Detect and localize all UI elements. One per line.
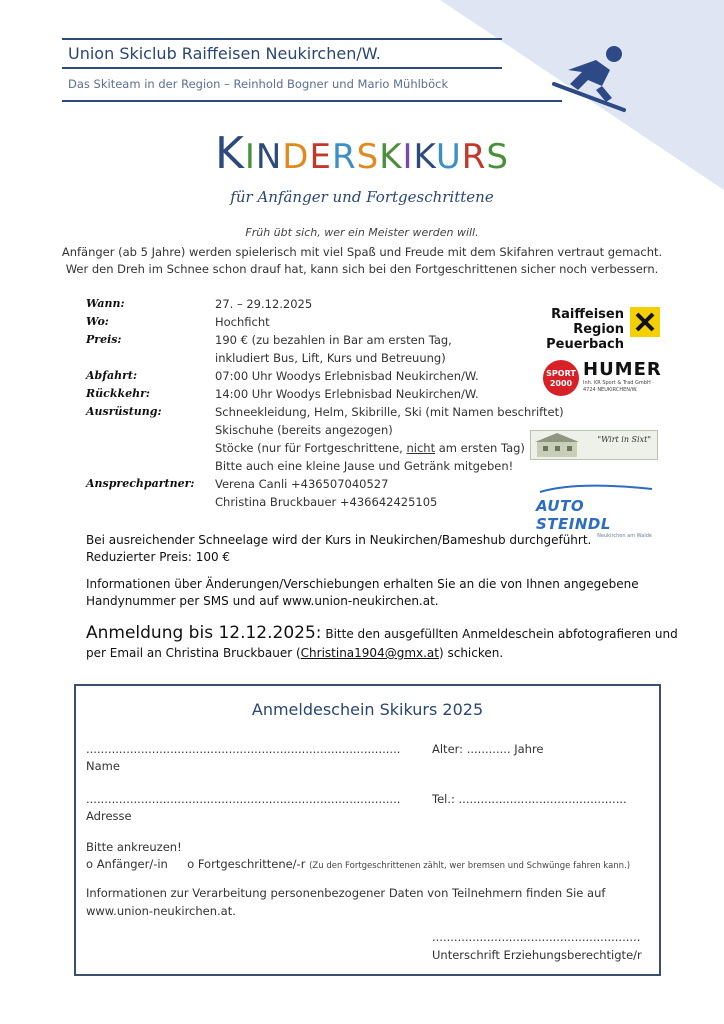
title-letter: U [435, 137, 462, 177]
registration-line-1 [86, 624, 686, 644]
change-info-line-2: Handynummer per SMS und auf www.union-neukirchen.at. [86, 594, 439, 608]
level-options [86, 857, 630, 871]
privacy-line-2: www.union-neukirchen.at. [86, 904, 236, 918]
title-letter: K [214, 128, 245, 179]
raiffeisen-text [504, 307, 624, 352]
title-letter: S [356, 137, 380, 177]
humer-sub: Inh. KR Sport & Trad GmbH · 4724 NEUKIRCHEN/W. [583, 380, 654, 393]
info-value [215, 475, 546, 511]
registration-line-2 [86, 644, 686, 663]
auto-steindl-sub: Neukirchen am Walde [597, 533, 652, 539]
club-name: Union Skiclub Raiffeisen Neukirchen/W. [68, 44, 381, 63]
schneelage-line-1: Bei ausreichender Schneelage wird der Kurs in Neukirchen/Bameshub durchgeführt. [86, 533, 592, 547]
phone-field[interactable]: Tel.: .............................................. [432, 792, 627, 806]
title-letter: S [486, 137, 510, 177]
sport2000-logo [543, 360, 579, 396]
change-info-note [86, 576, 686, 610]
title-letter: R [461, 137, 487, 177]
info-row-kontakt [86, 475, 546, 511]
humer-logo [583, 359, 662, 396]
info-label: Ansprechpartner: [86, 477, 195, 490]
course-title [0, 128, 724, 179]
age-field[interactable]: Alter: ............ Jahre [432, 742, 544, 756]
sport2000-line-1: SPORT [546, 369, 576, 378]
title-letter: D [282, 137, 310, 177]
signature-label: Unterschrift Erziehungsberechtigte/r [432, 948, 642, 962]
title-letter: K [379, 137, 403, 177]
header-line-bottom [62, 100, 562, 102]
info-row-wo [86, 313, 546, 331]
info-label: Abfahrt: [86, 369, 138, 382]
info-label: Wann: [86, 297, 125, 310]
title-letter: R [331, 137, 357, 177]
wirt-name: "Wirt in Sixt" [597, 435, 651, 444]
auto-steindl-logo [536, 478, 658, 539]
inn-building-icon [531, 431, 591, 459]
ausruestung-line-2: Skischuhe (bereits angezogen) [215, 423, 393, 437]
registration-text-2a: per Email an Christina Bruckbauer ( [86, 646, 301, 660]
ausruestung-3b: nicht [406, 441, 436, 455]
raiffeisen-logo [498, 303, 660, 352]
info-row-preis [86, 331, 546, 367]
info-label: Preis: [86, 333, 122, 346]
title-letter: N [255, 137, 283, 177]
registration-email-link[interactable]: Christina1904@gmx.at [300, 646, 439, 660]
advanced-hint: (Zu den Fortgeschrittenen zählt, wer bremsen und Schwünge fahren kann.) [309, 861, 631, 871]
info-value: 07:00 Uhr Woodys Erlebnisbad Neukirchen/W. [215, 369, 479, 383]
title-letter: I [402, 137, 414, 177]
info-value: 14:00 Uhr Woodys Erlebnisbad Neukirchen/W. [215, 387, 479, 401]
auto-steindl-name: AUTO STEINDL [536, 497, 611, 533]
info-row-rueckkehr [86, 385, 546, 403]
registration-note [86, 624, 686, 663]
form-title: Anmeldeschein Skikurs 2025 [251, 700, 484, 719]
preis-line-2: inkludiert Bus, Lift, Kurs und Betreuung) [215, 351, 446, 365]
title-letter: I [244, 137, 256, 177]
intro-line-1: Anfänger (ab 5 Jahre) werden spielerisch mit viel Spaß und Freude mit dem Skifahren vertraut gemacht. [61, 245, 663, 259]
title-letter: E [309, 137, 332, 177]
registration-deadline: Anmeldung bis 12.12.2025: [86, 623, 322, 643]
info-label: Rückkehr: [86, 387, 150, 400]
signature-field[interactable]: ......................................................... [432, 930, 641, 944]
name-label: Name [86, 759, 120, 773]
address-field[interactable]: ...................................................................................... [86, 792, 401, 806]
info-value [215, 403, 564, 475]
header-line-top [62, 38, 502, 40]
info-label: Ausrüstung: [86, 405, 162, 418]
preis-line-1: 190 € (zu bezahlen in Bar am ersten Tag, [215, 333, 452, 347]
info-row-abfahrt [86, 367, 546, 385]
info-row-ausruestung [86, 403, 564, 475]
skier-icon [548, 40, 632, 114]
wirt-in-sixt-logo [530, 430, 658, 460]
kontakt-line-1: Verena Canli +436507040527 [215, 477, 389, 491]
raiffeisen-gable-icon [630, 307, 660, 337]
registration-form [74, 684, 661, 976]
privacy-line-1: Informationen zur Verarbeitung personenbezogener Daten von Teilnehmern finden Sie auf [86, 886, 606, 900]
header-line-mid [62, 67, 502, 69]
check-instruction: Bitte ankreuzen! [86, 840, 182, 854]
kontakt-line-2: Christina Bruckbauer +436642425105 [215, 495, 438, 509]
humer-name: HUMER [583, 359, 662, 380]
schneelage-note [86, 532, 686, 566]
info-value: Hochficht [215, 315, 270, 329]
raiffeisen-line-1: Raiffeisen [551, 307, 624, 322]
raiffeisen-line-2: Region Peuerbach [546, 322, 624, 352]
registration-text-2b: ) schicken. [438, 646, 504, 660]
title-letter: K [413, 137, 436, 177]
address-label: Adresse [86, 809, 132, 823]
course-subtitle: für Anfänger und Fortgeschrittene [230, 188, 494, 206]
info-label: Wo: [86, 315, 109, 328]
intro-text [30, 244, 694, 278]
club-tagline: Das Skiteam in der Region – Reinhold Bogner und Mario Mühlböck [68, 77, 449, 91]
ausruestung-line-3 [215, 439, 564, 457]
ausruestung-line-1: Schneekleidung, Helm, Skibrille, Ski (mit Namen beschriftet) [215, 405, 564, 419]
change-info-line-1: Informationen über Änderungen/Verschiebungen erhalten Sie an die von Ihnen angegebene [86, 577, 639, 591]
info-value: 27. – 29.12.2025 [215, 297, 313, 311]
ausruestung-line-4: Bitte auch eine kleine Jause und Getränk mitgeben! [215, 459, 514, 473]
info-value [215, 331, 546, 367]
info-row-wann [86, 295, 546, 313]
sport2000-line-2: 2000 [549, 379, 573, 388]
schneelage-line-2: Reduzierter Preis: 100 € [86, 550, 231, 564]
intro-line-2: Wer den Dreh im Schnee schon drauf hat, kann sich bei den Fortgeschrittenen sicher noch verbessern. [65, 262, 659, 276]
ausruestung-3a: Stöcke (nur für Fortgeschrittene, [215, 441, 407, 455]
option-advanced-checkbox[interactable]: o Fortgeschrittene/-r [187, 857, 306, 871]
car-swoosh-icon [536, 483, 656, 493]
name-field[interactable]: ...................................................................................... [86, 742, 401, 756]
registration-text-1: Bitte den ausgefüllten Anmeldeschein abfotografieren und [321, 627, 678, 641]
option-beginner-checkbox[interactable]: o Anfänger/-in [86, 857, 168, 871]
motto: Früh übt sich, wer ein Meister werden will. [245, 226, 479, 239]
ausruestung-3c: am ersten Tag) [435, 441, 525, 455]
